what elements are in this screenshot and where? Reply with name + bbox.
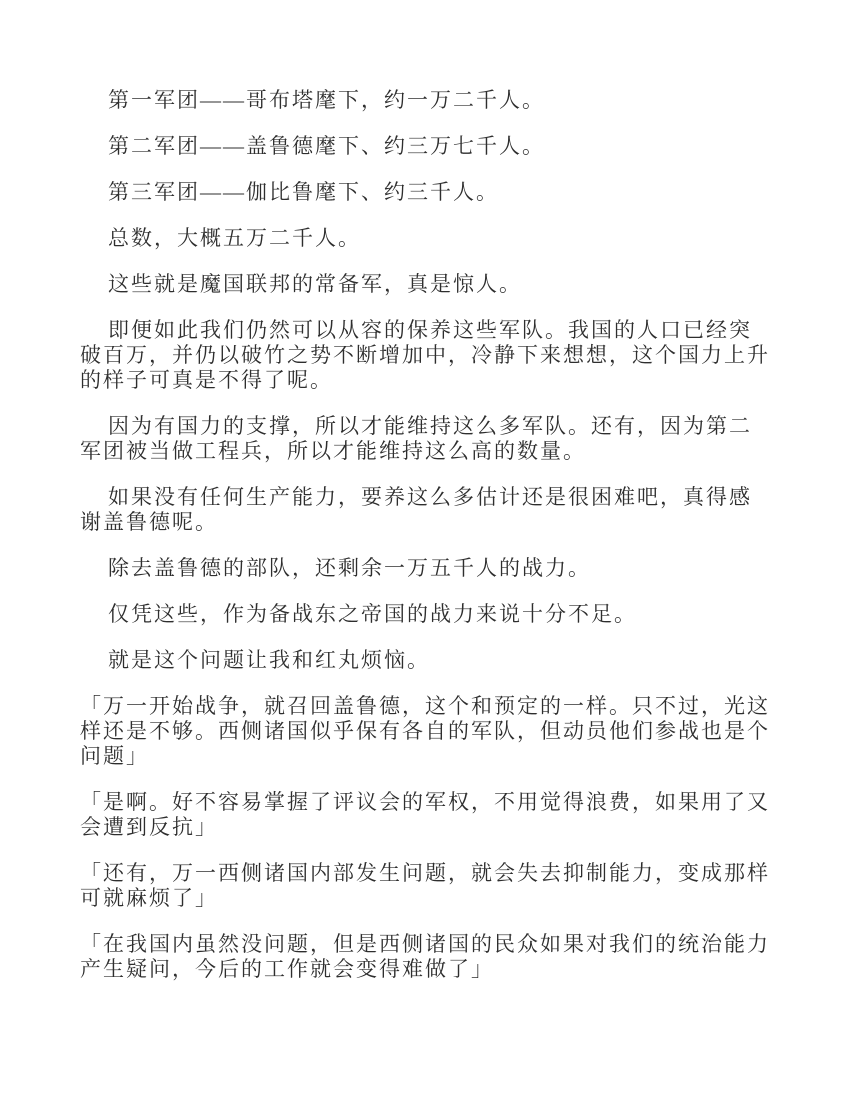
paragraph-army-3: 第三军团——伽比鲁麾下、约三千人。	[108, 180, 499, 204]
paragraph: 这些就是魔国联邦的常备军，真是惊人。	[108, 272, 522, 296]
text-column	[80, 88, 772, 982]
paragraph-army-1: 第一军团——哥布塔麾下，约一万二千人。	[108, 88, 545, 112]
paragraph-army-2: 第二军团——盖鲁德麾下、约三万七千人。	[108, 134, 545, 158]
paragraph-dialogue: 「是啊。好不容易掌握了评议会的军权，不用觉得浪费，如果用了又会遭到反抗」	[80, 790, 770, 839]
paragraph: 仅凭这些，作为备战东之帝国的战力来说十分不足。	[108, 602, 637, 626]
paragraph-dialogue: 「万一开始战争，就召回盖鲁德，这个和预定的一样。只不过，光这样还是不够。西侧诸国似乎保有各自的军队，但动员他们参战也是个问题」	[80, 694, 770, 768]
paragraph: 因为有国力的支撑，所以才能维持这么多军队。还有，因为第二军团被当做工程兵，所以才能维持这么高的数量。	[80, 414, 752, 463]
paragraph: 就是这个问题让我和红丸烦恼。	[108, 648, 430, 672]
paragraph: 如果没有任何生产能力，要养这么多估计还是很困难吧，真得感谢盖鲁德呢。	[80, 485, 752, 534]
paragraph-total: 总数，大概五万二千人。	[108, 226, 361, 250]
paragraph-dialogue: 「在我国内虽然没问题，但是西侧诸国的民众如果对我们的统治能力产生疑问，今后的工作就会变得难做了」	[80, 932, 770, 981]
paragraph: 即便如此我们仍然可以从容的保养这些军队。我国的人口已经突破百万，并仍以破竹之势不断增加中，冷静下来想想，这个国力上升的样子可真是不得了呢。	[80, 318, 770, 392]
paragraph-dialogue: 「还有，万一西侧诸国内部发生问题，就会失去抑制能力，变成那样可就麻烦了」	[80, 861, 770, 910]
paragraph: 除去盖鲁德的部队，还剩余一万五千人的战力。	[108, 556, 591, 580]
